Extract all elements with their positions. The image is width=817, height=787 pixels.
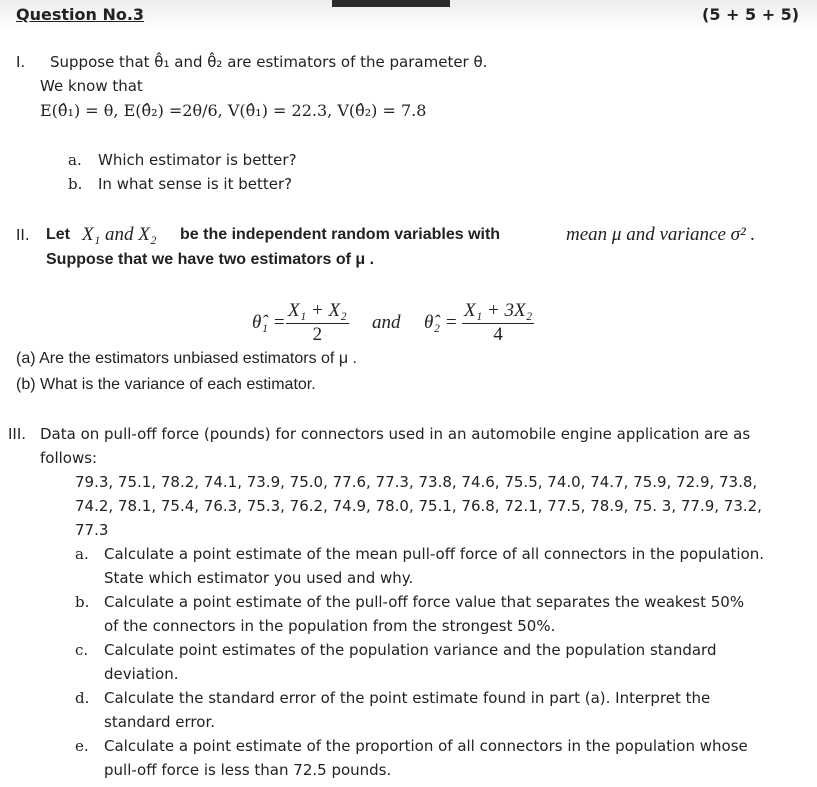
- part-3-item-d-line-1: Calculate the standard error of the point estimate found in part (a). Interpret the: [104, 689, 711, 707]
- part-1-item-a-marker: a.: [68, 151, 82, 169]
- redaction-bar: [332, 0, 450, 7]
- part-1-item-a: Which estimator is better?: [98, 151, 297, 169]
- part-3-intro-2: follows:: [40, 449, 98, 467]
- part-2-question-b: (b) What is the variance of each estimator.: [16, 376, 316, 393]
- part-3-item-b-line-1: Calculate a point estimate of the pull-off force value that separates the weakest 50%: [104, 593, 745, 611]
- part-3-item-a-line-2: State which estimator you used and why.: [104, 569, 414, 587]
- part-3-item-c-marker: c.: [75, 641, 89, 659]
- part-1-formula: E(θ̂₁) = θ, E(θ̂₂) =2θ/6, V(θ̂₁) = 22.3, V(θ̂₂) = 7.8: [40, 101, 427, 120]
- part-2-line-1-tail: mean μ and variance σ² .: [566, 224, 756, 245]
- part-3-item-e-line-2: pull-off force is less than 72.5 pounds.: [104, 761, 392, 779]
- part-2-line-1-prefix: Let: [46, 226, 70, 243]
- part-3-item-d-line-2: standard error.: [104, 713, 216, 731]
- part-3-item-c-line-1: Calculate point estimates of the population variance and the population standard: [104, 641, 717, 659]
- part-3-intro-1: Data on pull-off force (pounds) for connectors used in an automobile engine application are as: [40, 425, 751, 443]
- part-2-line-1-vars: X₁ and X₂: [82, 224, 157, 245]
- part-1-item-b: In what sense is it better?: [98, 175, 293, 193]
- part-3-item-a-marker: a.: [75, 545, 89, 563]
- data-line-1: 79.3, 75.1, 78.2, 74.1, 73.9, 75.0, 77.6, 77.3, 73.8, 74.6, 75.5, 74.0, 74.7, 75.9, 72.9, 73.8,: [75, 473, 758, 491]
- part-2-line-1-mid: be the independent random variables with: [180, 226, 501, 243]
- data-line-2: 74.2, 78.1, 75.4, 76.3, 75.3, 76.2, 74.9, 78.0, 75.1, 76.8, 72.1, 77.5, 78.9, 75. 3, 77.9, 73.2,: [75, 497, 762, 515]
- part-3-item-c-line-2: deviation.: [104, 665, 179, 683]
- data-line-3: 77.3: [75, 521, 109, 539]
- estimator-2-denominator: 4: [493, 324, 503, 345]
- part-3-item-b-marker: b.: [75, 593, 90, 611]
- estimator-1-denominator: 2: [312, 324, 323, 345]
- estimator-1-lhs: θ̂₁ =: [252, 312, 286, 333]
- part-3-item-d-marker: d.: [75, 689, 90, 707]
- part-1-item-b-marker: b.: [68, 175, 83, 193]
- estimator-1-fraction: [286, 300, 349, 346]
- part-3-item-e-line-1: Calculate a point estimate of the proportion of all connectors in the population whose: [104, 737, 748, 755]
- question-marks: (5 + 5 + 5): [702, 5, 800, 24]
- estimator-2-numerator: X₁ + 3X₂: [462, 300, 534, 324]
- part-3-item-e-marker: e.: [75, 737, 89, 755]
- estimator-2-lhs: θ̂₂ =: [424, 312, 458, 333]
- part-1-line-1: Suppose that θ̂₁ and θ̂₂ are estimators of the parameter θ.: [50, 53, 488, 71]
- part-2-question-a: (a) Are the estimators unbiased estimators of μ .: [16, 350, 357, 367]
- part-1-numeral: I.: [16, 53, 26, 71]
- part-3-numeral: III.: [8, 425, 27, 443]
- part-2-numeral: II.: [16, 226, 30, 244]
- part-1-line-2: We know that: [40, 77, 143, 95]
- estimator-2-fraction: [462, 300, 534, 346]
- part-3-item-b-line-2: of the connectors in the population from the strongest 50%.: [104, 617, 556, 635]
- and-word: and: [372, 312, 401, 333]
- part-2-line-2: Suppose that we have two estimators of μ .: [46, 251, 375, 268]
- question-title: Question No.3: [16, 5, 145, 24]
- estimator-1-numerator: X₁ + X₂: [286, 300, 349, 324]
- part-3-item-a-line-1: Calculate a point estimate of the mean pull-off force of all connectors in the population.: [104, 545, 765, 563]
